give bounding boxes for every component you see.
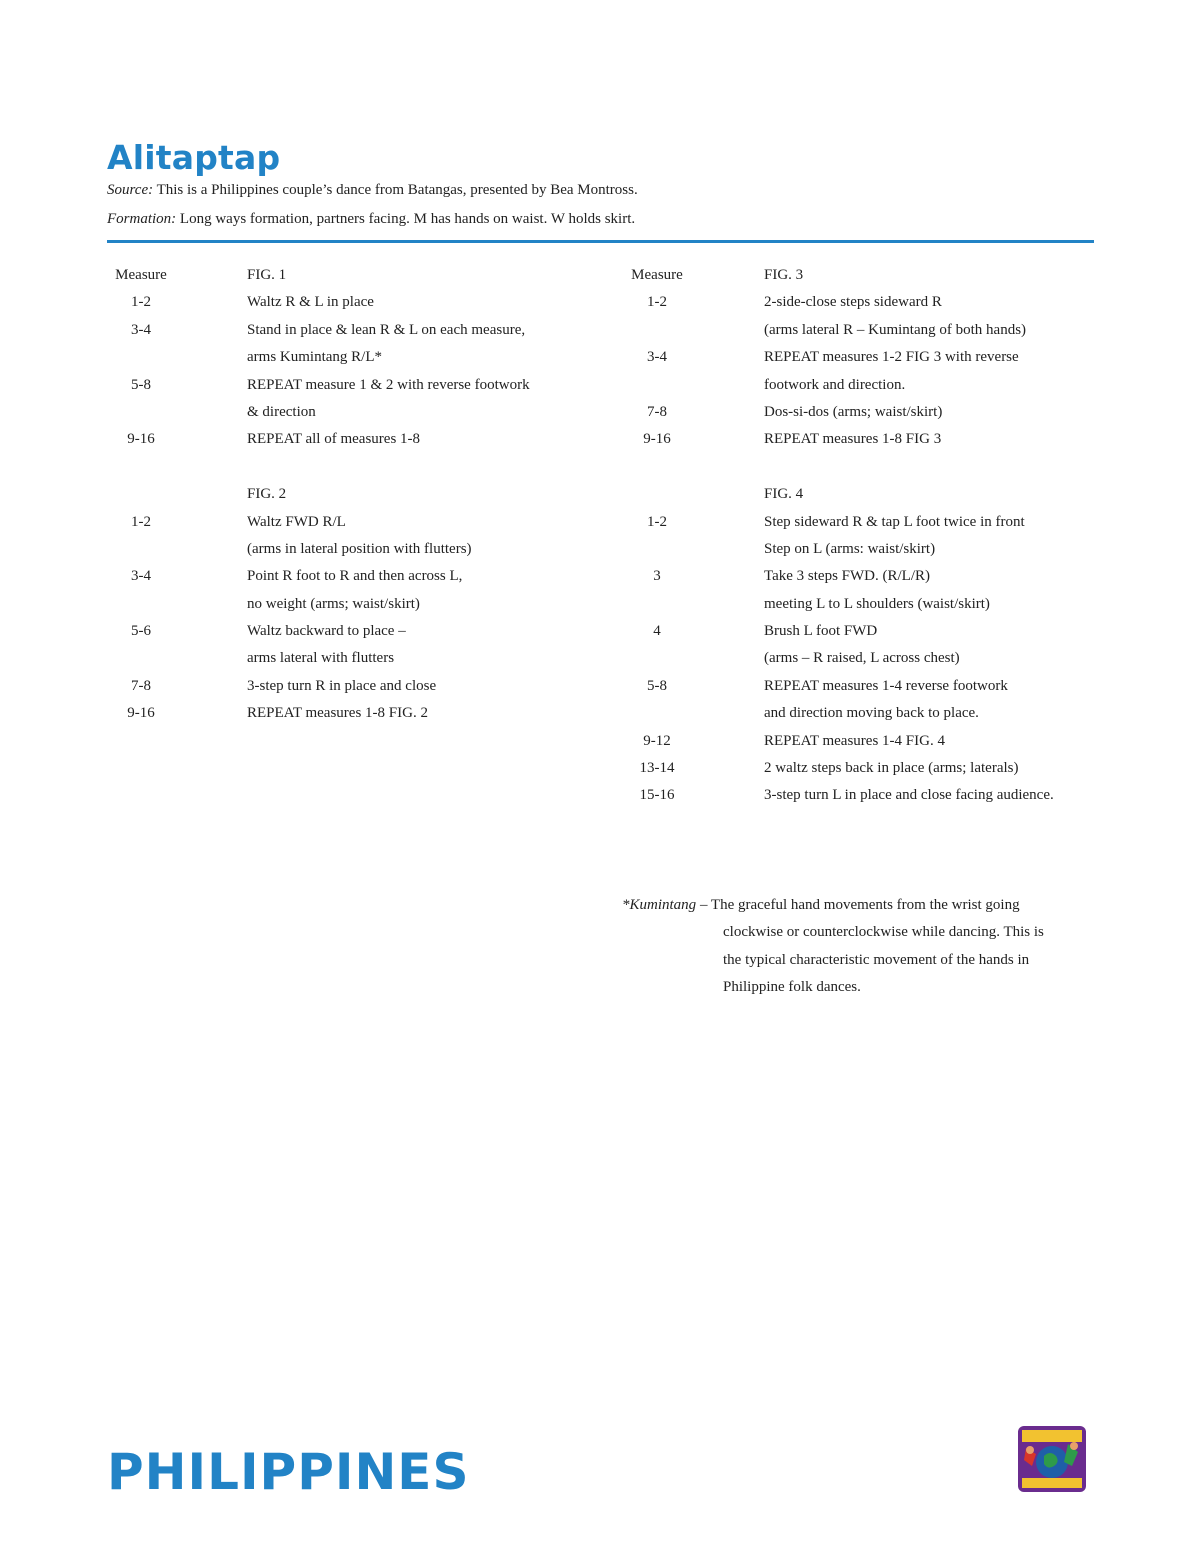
formation-text: Long ways formation, partners facing. M has hands on waist. W holds skirt. xyxy=(176,211,636,227)
step-row xyxy=(107,344,530,371)
footnote-line: Philippine folk dances. xyxy=(723,979,861,996)
measure-cell xyxy=(622,317,692,344)
measure-cell: 5-8 xyxy=(131,376,151,393)
measure-cell: 1-2 xyxy=(131,513,151,530)
step-row xyxy=(107,509,530,536)
step-row xyxy=(107,563,530,590)
measure-cell xyxy=(107,591,175,618)
festival-emblem-icon xyxy=(1008,1422,1096,1498)
step-description: REPEAT measure 1 & 2 with reverse footwork xyxy=(247,376,530,393)
step-description: meeting L to L shoulders (waist/skirt) xyxy=(764,595,990,612)
step-description: Waltz FWD R/L xyxy=(247,513,346,530)
step-description: REPEAT measures 1-4 reverse footwork xyxy=(764,677,1008,694)
footnote-first-line xyxy=(622,892,1044,919)
step-description: (arms – R raised, L across chest) xyxy=(764,650,960,667)
header-divider xyxy=(107,240,1094,243)
step-description: Point R foot to R and then across L, xyxy=(247,568,463,585)
right-steps-column xyxy=(622,262,1054,810)
step-row xyxy=(622,563,1054,590)
formation-label: Formation: xyxy=(107,211,177,227)
step-description: 2-side-close steps sideward R xyxy=(764,294,942,311)
page-title: Alitaptap xyxy=(107,138,281,177)
step-row xyxy=(622,645,1054,672)
step-row xyxy=(107,454,530,481)
step-description: 3-step turn L in place and close facing audience. xyxy=(764,787,1054,804)
step-row xyxy=(107,618,530,645)
source-line xyxy=(107,180,638,200)
measure-cell: 3-4 xyxy=(131,321,151,338)
measure-cell xyxy=(622,591,692,618)
measure-header: Measure xyxy=(115,267,167,283)
step-description: 3-step turn R in place and close xyxy=(247,677,437,694)
measure-cell: 1-2 xyxy=(647,294,667,311)
measure-cell xyxy=(622,645,692,672)
measure-cell: 13-14 xyxy=(639,760,675,777)
step-description: Stand in place & lean R & L on each measure, xyxy=(247,321,526,338)
measure-cell: 1-2 xyxy=(647,513,667,530)
step-description: Waltz R & L in place xyxy=(247,294,374,311)
step-description: (arms in lateral position with flutters) xyxy=(247,540,472,557)
measure-cell: 3 xyxy=(653,568,661,585)
step-row xyxy=(622,591,1054,618)
measure-cell: 4 xyxy=(653,623,661,640)
footnote-line: the typical characteristic movement of the hands in xyxy=(723,951,1030,968)
step-description: Brush L foot FWD xyxy=(764,623,878,640)
step-description: Take 3 steps FWD. (R/L/R) xyxy=(764,568,931,585)
step-row xyxy=(107,481,530,508)
step-row xyxy=(107,399,530,426)
step-row xyxy=(107,673,530,700)
step-row xyxy=(622,454,1054,481)
footnote-definition: – The graceful hand movements from the wrist going xyxy=(696,897,1020,913)
step-row xyxy=(107,536,530,563)
column-header-row xyxy=(107,262,530,289)
step-row xyxy=(622,782,1054,809)
measure-cell xyxy=(622,372,692,399)
step-row xyxy=(622,399,1054,426)
step-description: Dos-si-dos (arms; waist/skirt) xyxy=(764,403,943,420)
measure-cell: 5-6 xyxy=(131,623,151,640)
figure-header: FIG. 3 xyxy=(764,267,804,283)
step-row xyxy=(107,645,530,672)
column-header-row xyxy=(622,262,1054,289)
step-row xyxy=(622,755,1054,782)
measure-cell xyxy=(622,536,692,563)
measure-cell xyxy=(622,454,692,481)
measure-cell xyxy=(622,700,692,727)
step-row xyxy=(107,289,530,316)
measure-cell: 7-8 xyxy=(131,677,151,694)
measure-cell: 9-12 xyxy=(643,732,671,749)
measure-header: Measure xyxy=(631,267,683,283)
measure-cell xyxy=(107,344,175,371)
measure-cell: 9-16 xyxy=(127,431,155,448)
measure-cell: 3-4 xyxy=(131,568,151,585)
step-row xyxy=(622,728,1054,755)
measure-cell xyxy=(107,399,175,426)
step-description: arms lateral with flutters xyxy=(247,650,395,667)
step-row xyxy=(622,372,1054,399)
step-description: FIG. 4 xyxy=(764,486,804,503)
step-row xyxy=(622,344,1054,371)
step-row xyxy=(622,700,1054,727)
left-steps-column xyxy=(107,262,530,728)
step-description: (arms lateral R – Kumintang of both hands) xyxy=(764,321,1027,338)
step-row xyxy=(622,317,1054,344)
measure-cell: 9-16 xyxy=(127,705,155,722)
measure-cell xyxy=(107,481,175,508)
step-description: REPEAT measures 1-8 FIG. 2 xyxy=(247,705,428,722)
step-row xyxy=(622,426,1054,453)
step-description: and direction moving back to place. xyxy=(764,705,979,722)
step-description: REPEAT measures 1-2 FIG 3 with reverse xyxy=(764,349,1019,366)
step-row xyxy=(107,700,530,727)
step-row xyxy=(622,618,1054,645)
step-description: no weight (arms; waist/skirt) xyxy=(247,595,420,612)
measure-cell: 1-2 xyxy=(131,294,151,311)
figure-header: FIG. 1 xyxy=(247,267,287,283)
step-description: arms Kumintang R/L* xyxy=(247,349,382,366)
source-label: Source: xyxy=(107,182,154,198)
step-description: Step on L (arms: waist/skirt) xyxy=(764,540,936,557)
step-description: FIG. 2 xyxy=(247,486,287,503)
step-row xyxy=(107,317,530,344)
step-row xyxy=(622,481,1054,508)
measure-cell: 15-16 xyxy=(639,787,675,804)
step-description: REPEAT measures 1-8 FIG 3 xyxy=(764,431,942,448)
source-text: This is a Philippines couple’s dance from Batangas, presented by Bea Montross. xyxy=(153,182,638,198)
step-row xyxy=(107,591,530,618)
formation-line xyxy=(107,209,635,229)
measure-cell: 7-8 xyxy=(647,403,667,420)
step-description: & direction xyxy=(247,403,316,420)
step-description: REPEAT all of measures 1-8 xyxy=(247,431,421,448)
step-row xyxy=(622,536,1054,563)
step-description: Waltz backward to place – xyxy=(247,623,406,640)
step-description: Step sideward R & tap L foot twice in front xyxy=(764,513,1025,530)
measure-cell: 9-16 xyxy=(643,431,671,448)
step-description: REPEAT measures 1-4 FIG. 4 xyxy=(764,732,945,749)
measure-cell xyxy=(622,481,692,508)
country-name: PHILIPPINES xyxy=(107,1443,470,1501)
step-description: footwork and direction. xyxy=(764,376,906,393)
step-row xyxy=(107,372,530,399)
step-row xyxy=(622,289,1054,316)
step-row xyxy=(622,673,1054,700)
measure-cell xyxy=(107,645,175,672)
step-description: 2 waltz steps back in place (arms; laterals) xyxy=(764,760,1019,777)
measure-cell: 5-8 xyxy=(647,677,667,694)
measure-cell xyxy=(107,536,175,563)
footnote-line: clockwise or counterclockwise while dancing. This is xyxy=(723,924,1044,941)
step-row xyxy=(622,509,1054,536)
measure-cell xyxy=(107,454,175,481)
footnote-term: *Kumintang xyxy=(622,897,697,913)
measure-cell: 3-4 xyxy=(647,349,667,366)
step-row xyxy=(107,426,530,453)
kumintang-footnote xyxy=(622,892,1044,1002)
